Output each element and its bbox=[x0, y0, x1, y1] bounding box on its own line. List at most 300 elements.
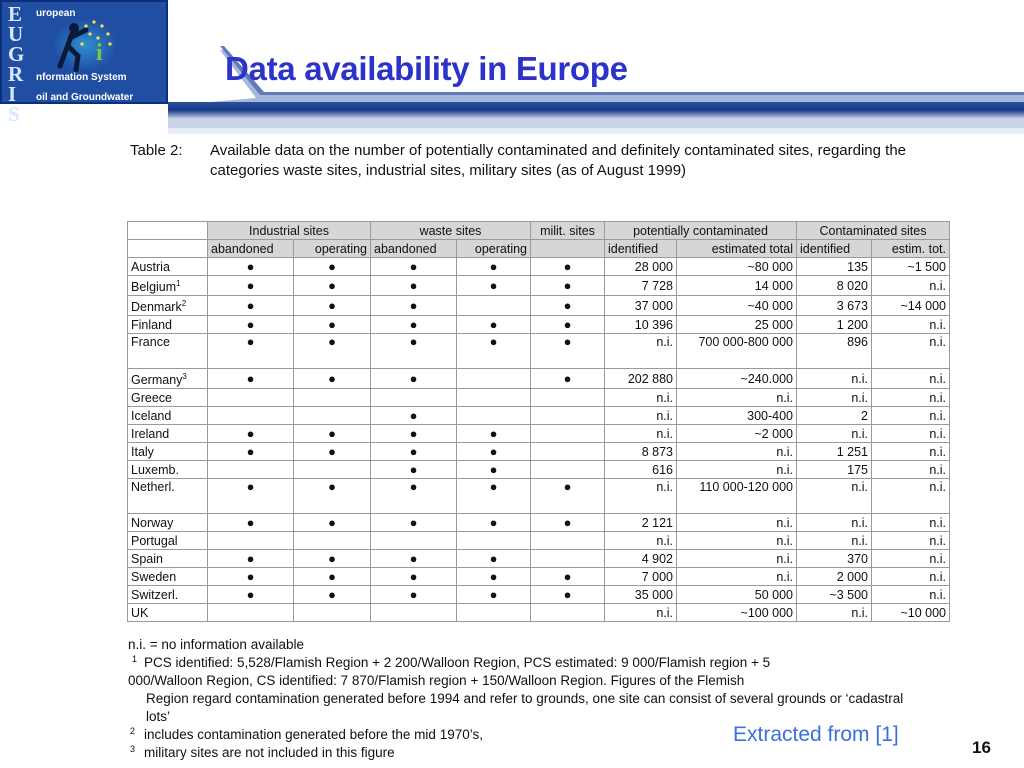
available-dot-icon: ● bbox=[489, 316, 498, 332]
available-dot-icon: ● bbox=[328, 258, 336, 274]
value-cell: 896 bbox=[797, 334, 872, 369]
availability-cell bbox=[294, 532, 371, 550]
available-dot-icon: ● bbox=[246, 297, 255, 313]
sub-header: abandoned bbox=[208, 240, 294, 258]
availability-cell bbox=[531, 532, 605, 550]
country-name: UK bbox=[131, 605, 149, 620]
logo-word-information: nformation System bbox=[36, 72, 127, 83]
country-name: Greece bbox=[131, 390, 172, 405]
availability-cell bbox=[371, 514, 457, 532]
availability-cell bbox=[531, 479, 605, 514]
availability-cell bbox=[371, 443, 457, 461]
table-row bbox=[128, 276, 950, 296]
country-name: Iceland bbox=[131, 408, 172, 423]
available-dot-icon: ● bbox=[409, 316, 418, 332]
country-cell bbox=[128, 389, 208, 407]
available-dot-icon: ● bbox=[563, 370, 572, 386]
value-cell: n.i. bbox=[872, 334, 950, 369]
table-row bbox=[128, 514, 950, 532]
value-cell: n.i. bbox=[677, 389, 797, 407]
country-cell bbox=[128, 568, 208, 586]
country-cell bbox=[128, 461, 208, 479]
available-dot-icon: ● bbox=[409, 461, 418, 477]
value-cell: 110 000-120 000 bbox=[677, 479, 797, 514]
available-dot-icon: ● bbox=[409, 479, 418, 494]
value-cell: 7 728 bbox=[605, 276, 677, 296]
value-cell: 28 000 bbox=[605, 258, 677, 276]
footnote-3-mark: 3 bbox=[130, 744, 136, 754]
availability-cell bbox=[371, 461, 457, 479]
table-row bbox=[128, 532, 950, 550]
availability-cell bbox=[294, 514, 371, 532]
country-name: Italy bbox=[131, 444, 154, 459]
available-dot-icon: ● bbox=[563, 316, 572, 332]
availability-cell bbox=[294, 586, 371, 604]
availability-cell bbox=[208, 369, 294, 389]
availability-cell bbox=[457, 425, 531, 443]
available-dot-icon: ● bbox=[409, 443, 418, 459]
value-cell: n.i. bbox=[872, 316, 950, 334]
availability-cell bbox=[294, 550, 371, 568]
available-dot-icon: ● bbox=[246, 334, 255, 349]
footnote-1-mark: 1 bbox=[132, 654, 138, 664]
country-cell bbox=[128, 369, 208, 389]
value-cell: n.i. bbox=[605, 604, 677, 622]
value-cell: n.i. bbox=[605, 532, 677, 550]
available-dot-icon: ● bbox=[409, 514, 418, 530]
page-title: Data availability in Europe bbox=[225, 50, 628, 87]
availability-cell bbox=[457, 276, 531, 296]
table-row bbox=[128, 389, 950, 407]
table-row bbox=[128, 550, 950, 568]
country-cell bbox=[128, 532, 208, 550]
footnote-2-mark: 2 bbox=[130, 726, 136, 736]
availability-cell bbox=[208, 425, 294, 443]
available-dot-icon: ● bbox=[328, 586, 336, 602]
availability-cell bbox=[208, 407, 294, 425]
value-cell: 37 000 bbox=[605, 296, 677, 316]
value-cell: n.i. bbox=[872, 550, 950, 568]
available-dot-icon: ● bbox=[489, 334, 498, 349]
available-dot-icon: ● bbox=[409, 586, 418, 602]
value-cell: ~2 000 bbox=[677, 425, 797, 443]
value-cell: n.i. bbox=[797, 604, 872, 622]
availability-cell bbox=[531, 407, 605, 425]
footnote-3-text: military sites are not included in this figure bbox=[144, 745, 395, 760]
availability-cell bbox=[371, 550, 457, 568]
table-row bbox=[128, 604, 950, 622]
availability-cell bbox=[371, 586, 457, 604]
availability-cell bbox=[371, 334, 457, 369]
value-cell: n.i. bbox=[797, 389, 872, 407]
availability-cell bbox=[371, 425, 457, 443]
logo-letter: S bbox=[8, 102, 20, 126]
availability-cell bbox=[294, 296, 371, 316]
table-body bbox=[128, 258, 950, 622]
country-cell bbox=[128, 479, 208, 514]
available-dot-icon: ● bbox=[328, 479, 336, 494]
value-cell: 3 673 bbox=[797, 296, 872, 316]
availability-cell bbox=[371, 532, 457, 550]
source-link[interactable]: Extracted from [1] bbox=[733, 723, 899, 746]
availability-cell bbox=[208, 514, 294, 532]
footnote-2-text: includes contamination generated before the mid 1970’s, bbox=[144, 727, 483, 742]
country-name: Germany bbox=[131, 373, 183, 387]
value-cell: n.i. bbox=[872, 514, 950, 532]
available-dot-icon: ● bbox=[489, 443, 498, 459]
value-cell: n.i. bbox=[677, 443, 797, 461]
table-row bbox=[128, 425, 950, 443]
table-row bbox=[128, 443, 950, 461]
sub-header: estim. tot. bbox=[872, 240, 950, 258]
available-dot-icon: ● bbox=[246, 479, 255, 494]
availability-cell bbox=[208, 479, 294, 514]
availability-cell bbox=[457, 407, 531, 425]
availability-cell bbox=[531, 425, 605, 443]
value-cell: 25 000 bbox=[677, 316, 797, 334]
value-cell: 1 251 bbox=[797, 443, 872, 461]
eugris-logo bbox=[0, 0, 168, 126]
country-name: Spain bbox=[131, 551, 163, 566]
country-name: Finland bbox=[131, 317, 172, 332]
availability-cell bbox=[457, 550, 531, 568]
value-cell: n.i. bbox=[872, 568, 950, 586]
available-dot-icon: ● bbox=[563, 334, 572, 349]
availability-cell bbox=[371, 389, 457, 407]
available-dot-icon: ● bbox=[328, 514, 336, 530]
sub-header bbox=[531, 240, 605, 258]
value-cell: 14 000 bbox=[677, 276, 797, 296]
logo-letter: I bbox=[8, 82, 17, 106]
value-cell: n.i. bbox=[797, 425, 872, 443]
value-cell: 700 000-800 000 bbox=[677, 334, 797, 369]
value-cell: n.i. bbox=[872, 461, 950, 479]
logo-letter: U bbox=[8, 22, 24, 46]
availability-cell bbox=[457, 532, 531, 550]
available-dot-icon: ● bbox=[328, 568, 336, 584]
value-cell: n.i. bbox=[872, 407, 950, 425]
available-dot-icon: ● bbox=[246, 443, 255, 459]
logo-word-european: uropean bbox=[36, 8, 76, 19]
availability-cell bbox=[208, 568, 294, 586]
value-cell: n.i. bbox=[872, 276, 950, 296]
available-dot-icon: ● bbox=[563, 568, 572, 584]
footnote-1-line1: PCS identified: 5,528/Flamish Region + 2 200/Walloon Region, PCS estimated: 9 000/Flamish region + 5 bbox=[144, 655, 771, 670]
availability-cell bbox=[208, 550, 294, 568]
value-cell: 4 902 bbox=[605, 550, 677, 568]
available-dot-icon: ● bbox=[489, 568, 498, 584]
value-cell: 202 880 bbox=[605, 369, 677, 389]
table-row bbox=[128, 316, 950, 334]
value-cell: 50 000 bbox=[677, 586, 797, 604]
availability-cell bbox=[294, 389, 371, 407]
availability-cell bbox=[531, 369, 605, 389]
available-dot-icon: ● bbox=[328, 334, 336, 349]
availability-cell bbox=[294, 479, 371, 514]
country-name: Ireland bbox=[131, 426, 170, 441]
availability-cell bbox=[371, 316, 457, 334]
availability-cell bbox=[531, 443, 605, 461]
sub-header: estimated total bbox=[677, 240, 797, 258]
table-caption-label: Table 2: bbox=[130, 142, 183, 159]
country-cell bbox=[128, 604, 208, 622]
table-row bbox=[128, 369, 950, 389]
footnote-marker: 3 bbox=[182, 372, 187, 381]
value-cell: 175 bbox=[797, 461, 872, 479]
availability-cell bbox=[457, 568, 531, 586]
available-dot-icon: ● bbox=[246, 586, 255, 602]
country-name: Switzerl. bbox=[131, 587, 179, 602]
country-name: Netherl. bbox=[131, 480, 175, 494]
group-header: milit. sites bbox=[531, 222, 605, 240]
country-name: Denmark bbox=[131, 300, 182, 314]
value-cell: ~14 000 bbox=[872, 296, 950, 316]
available-dot-icon: ● bbox=[489, 514, 498, 530]
available-dot-icon: ● bbox=[246, 277, 255, 293]
table-row bbox=[128, 407, 950, 425]
country-name: Austria bbox=[131, 259, 170, 274]
value-cell: n.i. bbox=[605, 389, 677, 407]
value-cell: 2 bbox=[797, 407, 872, 425]
available-dot-icon: ● bbox=[409, 277, 418, 293]
availability-cell bbox=[371, 604, 457, 622]
footnote-1-cont-a: 000/Walloon Region, CS identified: 7 870/Flamish region + 150/Walloon Region. Figures of the Flemish bbox=[128, 673, 745, 688]
value-cell: 370 bbox=[797, 550, 872, 568]
availability-cell bbox=[457, 604, 531, 622]
availability-cell bbox=[531, 296, 605, 316]
availability-cell bbox=[457, 334, 531, 369]
country-cell bbox=[128, 443, 208, 461]
availability-cell bbox=[294, 407, 371, 425]
value-cell: 8 020 bbox=[797, 276, 872, 296]
available-dot-icon: ● bbox=[409, 425, 418, 441]
table-row bbox=[128, 586, 950, 604]
available-dot-icon: ● bbox=[563, 297, 572, 313]
available-dot-icon: ● bbox=[563, 586, 572, 602]
value-cell: 35 000 bbox=[605, 586, 677, 604]
country-cell bbox=[128, 514, 208, 532]
availability-cell bbox=[294, 369, 371, 389]
availability-cell bbox=[457, 479, 531, 514]
availability-cell bbox=[208, 296, 294, 316]
value-cell: ~1 500 bbox=[872, 258, 950, 276]
page-number: 16 bbox=[972, 738, 991, 757]
value-cell: n.i. bbox=[605, 407, 677, 425]
available-dot-icon: ● bbox=[246, 370, 255, 386]
available-dot-icon: ● bbox=[563, 277, 572, 293]
availability-cell bbox=[531, 316, 605, 334]
availability-cell bbox=[294, 568, 371, 586]
footnote-1-cont-b: Region regard contamination generated before 1994 and refer to grounds, one site can consist of several grounds or ‘cadastral lots’ bbox=[146, 691, 904, 724]
availability-cell bbox=[457, 586, 531, 604]
value-cell: 2 000 bbox=[797, 568, 872, 586]
table-caption-text: Available data on the number of potentially contaminated and definitely contaminated sites, regarding the categories waste sites, industrial sites, military sites (as of August 1999) bbox=[210, 142, 907, 179]
availability-cell bbox=[531, 604, 605, 622]
availability-cell bbox=[208, 443, 294, 461]
availability-cell bbox=[294, 425, 371, 443]
svg-text:i: i bbox=[96, 40, 103, 66]
value-cell: 10 396 bbox=[605, 316, 677, 334]
value-cell: n.i. bbox=[677, 461, 797, 479]
available-dot-icon: ● bbox=[409, 407, 418, 423]
availability-cell bbox=[371, 296, 457, 316]
availability-cell bbox=[457, 316, 531, 334]
availability-cell bbox=[294, 276, 371, 296]
logo-letter: E bbox=[8, 2, 23, 26]
available-dot-icon: ● bbox=[409, 297, 418, 313]
footnote-marker: 2 bbox=[181, 299, 187, 308]
available-dot-icon: ● bbox=[489, 461, 498, 477]
logo-letters bbox=[8, 4, 36, 124]
value-cell: 1 200 bbox=[797, 316, 872, 334]
country-cell bbox=[128, 316, 208, 334]
availability-cell bbox=[457, 443, 531, 461]
availability-cell bbox=[371, 276, 457, 296]
availability-cell bbox=[208, 316, 294, 334]
value-cell: n.i. bbox=[872, 479, 950, 514]
sub-header: operating bbox=[457, 240, 531, 258]
value-cell: ~100 000 bbox=[677, 604, 797, 622]
available-dot-icon: ● bbox=[409, 550, 418, 566]
value-cell: n.i. bbox=[605, 479, 677, 514]
availability-cell bbox=[208, 461, 294, 479]
availability-cell bbox=[457, 258, 531, 276]
value-cell: n.i. bbox=[605, 334, 677, 369]
group-header: Industrial sites bbox=[208, 222, 371, 240]
value-cell: n.i. bbox=[872, 389, 950, 407]
available-dot-icon: ● bbox=[563, 258, 572, 274]
group-header: Contaminated sites bbox=[797, 222, 950, 240]
availability-cell bbox=[457, 369, 531, 389]
available-dot-icon: ● bbox=[328, 443, 336, 459]
available-dot-icon: ● bbox=[246, 258, 255, 274]
availability-cell bbox=[531, 389, 605, 407]
value-cell: n.i. bbox=[872, 443, 950, 461]
available-dot-icon: ● bbox=[563, 479, 572, 494]
country-name: Portugal bbox=[131, 533, 178, 548]
value-cell: n.i. bbox=[872, 369, 950, 389]
availability-cell bbox=[371, 407, 457, 425]
country-name: France bbox=[131, 335, 170, 349]
availability-cell bbox=[531, 514, 605, 532]
availability-cell bbox=[294, 604, 371, 622]
country-cell bbox=[128, 425, 208, 443]
availability-cell bbox=[371, 568, 457, 586]
country-name: Luxemb. bbox=[131, 462, 179, 477]
value-cell: ~3 500 bbox=[797, 586, 872, 604]
availability-cell bbox=[208, 604, 294, 622]
availability-cell bbox=[208, 258, 294, 276]
logo-letter: G bbox=[8, 42, 25, 66]
value-cell: ~240.000 bbox=[677, 369, 797, 389]
available-dot-icon: ● bbox=[489, 425, 498, 441]
availability-cell bbox=[208, 586, 294, 604]
availability-cell bbox=[208, 532, 294, 550]
available-dot-icon: ● bbox=[409, 370, 418, 386]
availability-cell bbox=[294, 461, 371, 479]
value-cell: 300-400 bbox=[677, 407, 797, 425]
sub-header: identified bbox=[797, 240, 872, 258]
value-cell: n.i. bbox=[677, 550, 797, 568]
value-cell: n.i. bbox=[677, 514, 797, 532]
available-dot-icon: ● bbox=[246, 568, 255, 584]
header-corner bbox=[128, 222, 208, 240]
availability-cell bbox=[371, 258, 457, 276]
value-cell: 2 121 bbox=[605, 514, 677, 532]
table-row bbox=[128, 296, 950, 316]
value-cell: n.i. bbox=[872, 586, 950, 604]
country-name: Belgium bbox=[131, 280, 177, 294]
availability-cell bbox=[531, 461, 605, 479]
available-dot-icon: ● bbox=[328, 277, 336, 293]
country-name: Sweden bbox=[131, 569, 177, 584]
available-dot-icon: ● bbox=[328, 297, 336, 313]
table-row bbox=[128, 479, 950, 514]
logo-figure-icon bbox=[52, 16, 122, 72]
available-dot-icon: ● bbox=[246, 425, 255, 441]
logo-word-soil: oil and Groundwater bbox=[36, 92, 134, 103]
footnote-marker: 1 bbox=[176, 279, 181, 288]
availability-cell bbox=[208, 389, 294, 407]
available-dot-icon: ● bbox=[489, 277, 498, 293]
country-cell bbox=[128, 586, 208, 604]
group-header: potentially contaminated bbox=[605, 222, 797, 240]
availability-cell bbox=[294, 334, 371, 369]
available-dot-icon: ● bbox=[563, 514, 572, 530]
available-dot-icon: ● bbox=[246, 316, 255, 332]
availability-cell bbox=[457, 514, 531, 532]
available-dot-icon: ● bbox=[409, 258, 418, 274]
country-cell bbox=[128, 276, 208, 296]
country-name: Norway bbox=[131, 515, 174, 530]
availability-cell bbox=[371, 479, 457, 514]
available-dot-icon: ● bbox=[409, 568, 418, 584]
value-cell: n.i. bbox=[677, 568, 797, 586]
country-cell bbox=[128, 407, 208, 425]
available-dot-icon: ● bbox=[246, 514, 255, 530]
sub-header: identified bbox=[605, 240, 677, 258]
availability-cell bbox=[294, 443, 371, 461]
value-cell: 8 873 bbox=[605, 443, 677, 461]
header-corner bbox=[128, 240, 208, 258]
value-cell: n.i. bbox=[605, 425, 677, 443]
footnote-ni: n.i. = no information available bbox=[128, 637, 304, 652]
available-dot-icon: ● bbox=[328, 425, 336, 441]
availability-cell bbox=[294, 316, 371, 334]
value-cell: 7 000 bbox=[605, 568, 677, 586]
value-cell: n.i. bbox=[677, 532, 797, 550]
availability-cell bbox=[531, 550, 605, 568]
country-cell bbox=[128, 258, 208, 276]
availability-cell bbox=[208, 276, 294, 296]
availability-cell bbox=[531, 334, 605, 369]
available-dot-icon: ● bbox=[246, 550, 255, 566]
availability-cell bbox=[371, 369, 457, 389]
value-cell: n.i. bbox=[797, 369, 872, 389]
sub-header: operating bbox=[294, 240, 371, 258]
available-dot-icon: ● bbox=[489, 550, 498, 566]
contaminated-sites-table bbox=[127, 221, 950, 622]
value-cell: n.i. bbox=[872, 532, 950, 550]
availability-cell bbox=[531, 276, 605, 296]
availability-cell bbox=[457, 461, 531, 479]
country-cell bbox=[128, 296, 208, 316]
sub-header: abandoned bbox=[371, 240, 457, 258]
value-cell: ~10 000 bbox=[872, 604, 950, 622]
availability-cell bbox=[531, 568, 605, 586]
availability-cell bbox=[208, 334, 294, 369]
country-cell bbox=[128, 334, 208, 369]
